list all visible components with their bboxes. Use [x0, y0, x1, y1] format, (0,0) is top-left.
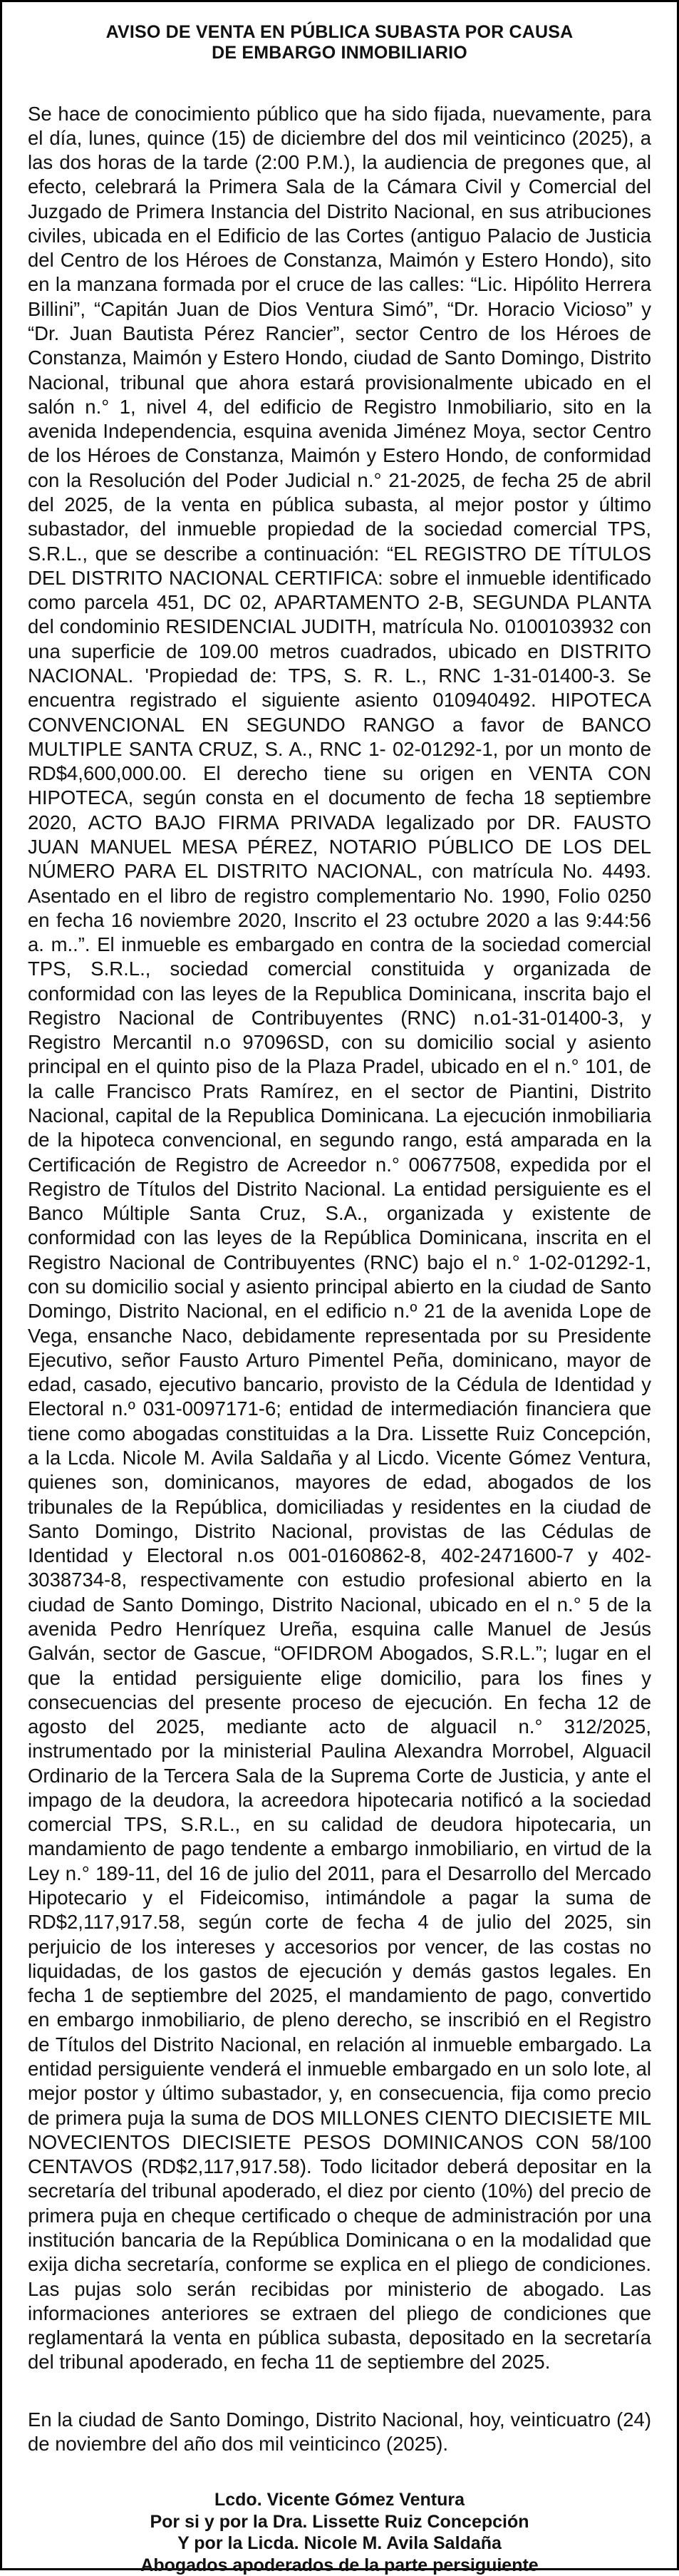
signature-line: Abogados apoderados de la parte persiguiente: [140, 2555, 539, 2575]
signature-block: [28, 2489, 651, 2576]
signature-line: Por si y por la Dra. Lissette Ruiz Concepción: [150, 2511, 529, 2532]
notice-title-line: AVISO DE VENTA EN PÚBLICA SUBASTA POR CAUSA: [105, 22, 574, 42]
notice-title-line: DE EMBARGO INMOBILIARIO: [212, 42, 467, 63]
notice-body: Se hace de conocimiento público que ha sido fijada, nuevamente, para el día, lunes, quince (15) de diciembre del dos mil veinticinco (2025), a las dos horas de la tarde (2:00 P.M.), la audiencia de pregones que, al efecto, celebrará la Primera Sala de la Cámara Civil y Comercial del Juzgado de Primera Instancia del Distrito Nacional, en sus atribuciones civiles, ubicada en el Edificio de las Cortes (antiguo Palacio de Justicia del Centro de los Héroes de Constanza, Maimón y Estero Hondo), sito en la manzana formada por el cruce de las calles: “Lic. Hipólito Herrera Billini”, “Capitán Juan de Dios Ventura Simó”, “Dr. Horacio Vicioso” y “Dr. Juan Bautista Pérez Rancier”, sector Centro de los Héroes de Constanza, Maimón y Estero Hondo, ciudad de Santo Domingo, Distrito Nacional, tribunal que ahora estará provisionalmente ubicado en el salón n.° 1, nivel 4, del edificio de Registro Inmobiliario, sito en la avenida Independencia, esquina avenida Jiménez Moya, sector Centro de los Héroes de Constanza, Maimón y Estero Hondo, de conformidad con la Resolución del Poder Judicial n.° 21-2025, de fecha 25 de abril del 2025, de la venta en pública subasta, al mejor postor y último subastador, del inmueble propiedad de la sociedad comercial TPS, S.R.L., que se describe a continuación: “EL REGISTRO DE TÍTULOS DEL DISTRITO NACIONAL CERTIFICA: sobre el inmueble identificado como parcela 451, DC 02, APARTAMENTO 2-B, SEGUNDA PLANTA del condominio RESIDENCIAL JUDITH, matrícula No. 0100103932 con una superficie de 109.00 metros cuadrados, ubicado en DISTRITO NACIONAL. 'Propiedad de: TPS, S. R. L., RNC 1-31-01400-3. Se encuentra registrado el siguiente asiento 010940492. HIPOTECA CONVENCIONAL EN SEGUNDO RANGO a favor de BANCO MULTIPLE SANTA CRUZ, S. A., RNC 1- 02-01292-1, por un monto de RD$4,600,000.00. El derecho tiene su origen en VENTA CON HIPOTECA, según consta en el documento de fecha 18 septiembre 2020, ACTO BAJO FIRMA PRIVADA legalizado por DR. FAUSTO JUAN MANUEL MESA PÉREZ, NOTARIO PÚBLICO DE LOS DEL NÚMERO PARA EL DISTRITO NACIONAL, con matrícula No. 4493. Asentado en el libro de registro complementario No. 1990, Folio 0250 en fecha 16 noviembre 2020, Inscrito el 23 octubre 2020 a las 9:44:56 a. m..”. El inmueble es embargado en contra de la sociedad comercial TPS, S.R.L., sociedad comercial constituida y organizada de conformidad con las leyes de la Republica Dominicana, inscrita bajo el Registro Nacional de Contribuyentes (RNC) n.o1-31-01400-3, y Registro Mercantil n.o 97096SD, con su domicilio social y asiento principal en el quinto piso de la Plaza Pradel, ubicado en el n.° 101, de la calle Francisco Prats Ramírez, en el sector de Piantini, Distrito Nacional, capital de la Republica Dominicana. La ejecución inmobiliaria de la hipoteca convencional, en segundo rango, está amparada en la Certificación de Registro de Acreedor n.° 00677508, expedida por el Registro de Títulos del Distrito Nacional. La entidad persiguiente es el Banco Múltiple Santa Cruz, S.A., organizada y existente de conformidad con las leyes de la República Dominicana, inscrita en el Registro Nacional de Contribuyentes (RNC) bajo el n.° 1-02-01292-1, con su domicilio social y asiento principal abierto en la ciudad de Santo Domingo, Distrito Nacional, en el edificio n.º 21 de la avenida Lope de Vega, ensanche Naco, debidamente representada por su Presidente Ejecutivo, señor Fausto Arturo Pimentel Peña, dominicano, mayor de edad, casado, ejecutivo bancario, provisto de la Cédula de Identidad y Electoral n.º 031-0097171-6; entidad de intermediación financiera que tiene como abogadas constituidas a la Dra. Lissette Ruiz Concepción, a la Lcda. Nicole M. Avila Saldaña y al Licdo. Vicente Gómez Ventura, quienes son, dominicanos, mayores de edad, abogados de los tribunales de la República, domiciliadas y residentes en la ciudad de Santo Domingo, Distrito Nacional, provistas de las Cédulas de Identidad y Electoral n.os 001-0160862-8, 402-2471600-7 y 402-3038734-8, respectivamente con estudio profesional abierto en la ciudad de Santo Domingo, Distrito Nacional, ubicado en el n.° 5 de la avenida Pedro Henríquez Ureña, esquina calle Manuel de Jesús Galván, sector de Gascue, “OFIDROM Abogados, S.R.L.”; lugar en el que la entidad persiguiente elige domicilio, para los fines y consecuencias del presente proceso de ejecución. En fecha 12 de agosto del 2025, mediante acto de alguacil n.° 312/2025, instrumentado por la ministerial Paulina Alexandra Morrobel, Alguacil Ordinario de la Tercera Sala de la Suprema Corte de Justicia, y ante el impago de la deudora, la acreedora hipotecaria notificó a la sociedad comercial TPS, S.R.L., en su calidad de deudora hipotecaria, un mandamiento de pago tendente a embargo inmobiliario, en virtud de la Ley n.° 189-11, del 16 de julio del 2011, para el Desarrollo del Mercado Hipotecario y el Fideicomiso, intimándole a pagar la suma de RD$2,117,917.58, según corte de fecha 4 de julio del 2025, sin perjuicio de los intereses y accesorios por vencer, de las costas no liquidadas, de los gastos de ejecución y demás gastos legales. En fecha 1 de septiembre del 2025, el mandamiento de pago, convertido en embargo inmobiliario, de pleno derecho, se inscribió en el Registro de Títulos del Distrito Nacional, en relación al inmueble embargado. La entidad persiguiente venderá el inmueble embargado en un solo lote, al mejor postor y último subastador, y, en consecuencia, fija como precio de primera puja la suma de DOS MILLONES CIENTO DIECISIETE MIL NOVECIENTOS DIECISIETE PESOS DOMINICANOS CON 58/100 CENTAVOS (RD$2,117,917.58). Todo licitador deberá depositar en la secretaría del tribunal apoderado, el diez por ciento (10%) del precio de primera puja en cheque certificado o cheque de administración por una institución bancaria de la República Dominicana o en la modalidad que exija dicha secretaría, conforme se explica en el pliego de condiciones. Las pujas solo serán recibidas por ministerio de abogado. Las informaciones anteriores se extraen del pliego de condiciones que reglamentará la venta en pública subasta, depositado en la secretaría del tribunal apoderado, en fecha 11 de septiembre del 2025.: [28, 102, 651, 2374]
signature-line: Lcdo. Vicente Gómez Ventura: [214, 2490, 465, 2510]
notice-title: [28, 22, 651, 63]
signature-line: Y por la Licda. Nicole M. Avila Saldaña: [177, 2533, 502, 2554]
notice-closing: En la ciudad de Santo Domingo, Distrito Nacional, hoy, veinticuatro (24) de noviembre del año dos mil veinticinco (2025).: [28, 2408, 651, 2455]
